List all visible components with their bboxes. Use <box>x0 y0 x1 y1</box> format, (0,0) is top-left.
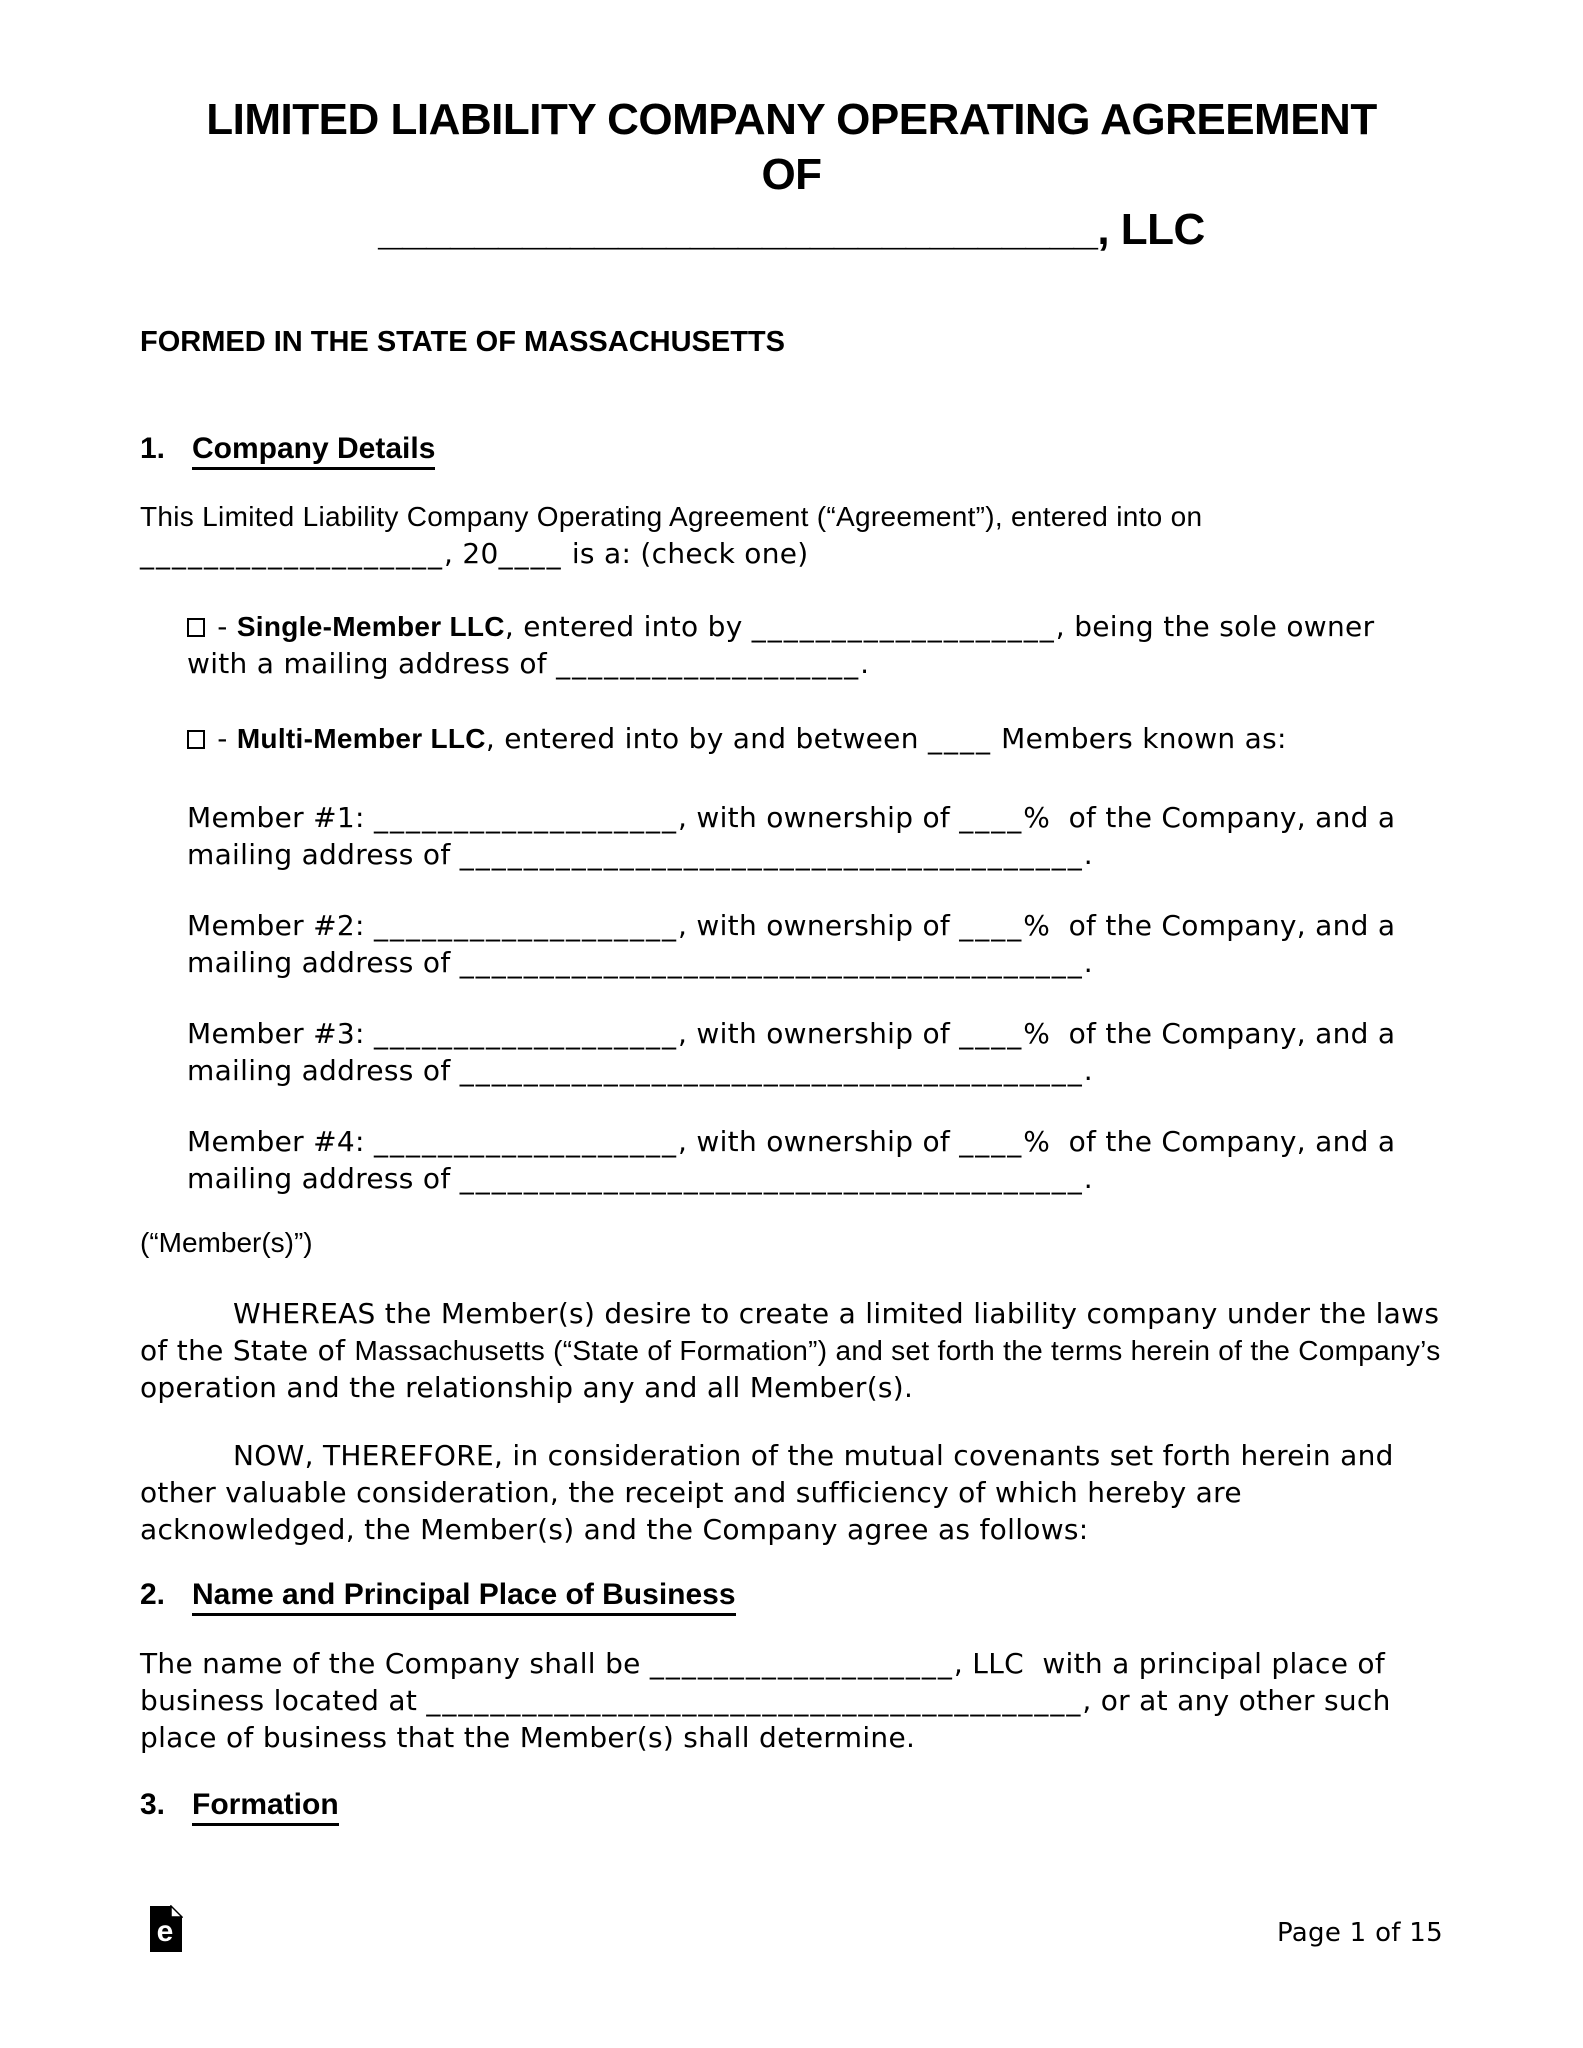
member-row-4 <box>187 1123 1443 1197</box>
member-2-text-3: . <box>1083 946 1093 979</box>
title-blank-line <box>0 202 1583 257</box>
formed-in-state-heading: FORMED IN THE STATE OF MASSACHUSETTS <box>140 326 785 358</box>
eforms-logo-icon <box>149 1905 183 1953</box>
member-2-label: Member #2: <box>187 909 374 942</box>
member-4-text-2: % of the Company, and a mailing address of <box>187 1125 1396 1195</box>
intro-paragraph <box>140 498 1443 572</box>
member-3-name-blank: ___________________ <box>373 1017 678 1050</box>
company-name-blank-2: ___________________ <box>649 1647 954 1680</box>
multi-member-text-1: , entered into by and between <box>485 722 928 755</box>
single-member-name-blank: ___________________ <box>751 610 1056 643</box>
member-3-text-3: . <box>1083 1054 1093 1087</box>
member-3-ownership-blank: ____ <box>959 1017 1024 1050</box>
member-1-label: Member #1: <box>187 801 374 834</box>
member-1-text-3: . <box>1083 838 1093 871</box>
single-member-text-2: , being the sole owner with a mailing address of <box>187 610 1375 680</box>
member-1-name-blank: ___________________ <box>373 801 678 834</box>
single-member-option <box>187 608 1443 682</box>
member-4-text-1: , with ownership of <box>677 1125 960 1158</box>
member-4-ownership-blank: ____ <box>959 1125 1024 1158</box>
page-title <box>0 92 1583 257</box>
whereas-lead: WHEREAS the Member(s) desire to create a limited liability company under the laws of the State of <box>140 1297 1440 1367</box>
intro-tail: is a: (check one) <box>562 537 809 570</box>
option-dash: - <box>217 610 237 643</box>
section-3-heading <box>140 1788 1443 1822</box>
whereas-state-span: Massachusetts (“State of Formation”) and set forth the terms herein of the Company’s <box>354 1335 1441 1366</box>
member-1-text-2: % of the Company, and a mailing address of <box>187 801 1396 871</box>
section-2-text-2: , LLC with a principal place of business located at <box>140 1647 1386 1717</box>
member-4-address-blank: _______________________________________ <box>459 1162 1084 1195</box>
section-2-number: 2. <box>140 1578 166 1611</box>
section-2-heading <box>140 1578 1443 1612</box>
multi-member-text-2: Members known as: <box>991 722 1287 755</box>
section-3-number: 3. <box>140 1788 166 1821</box>
member-3-address-blank: _______________________________________ <box>459 1054 1084 1087</box>
single-member-text-3: . <box>860 647 870 680</box>
multi-member-option <box>187 720 1443 757</box>
member-row-1 <box>187 799 1443 873</box>
section-2-paragraph <box>140 1645 1443 1756</box>
section-3-title: Formation <box>192 1788 339 1826</box>
member-row-3 <box>187 1015 1443 1089</box>
multi-member-label: Multi-Member LLC <box>236 723 486 754</box>
svg-text:e: e <box>156 1915 174 1948</box>
member-2-text-1: , with ownership of <box>677 909 960 942</box>
title-llc-suffix: , LLC <box>1097 205 1205 254</box>
multi-member-checkbox-icon[interactable] <box>187 730 205 749</box>
member-4-text-3: . <box>1083 1162 1093 1195</box>
member-1-text-1: , with ownership of <box>677 801 960 834</box>
section-2-text-1: The name of the Company shall be <box>140 1647 650 1680</box>
member-2-address-blank: _______________________________________ <box>459 946 1084 979</box>
member-1-ownership-blank: ____ <box>959 801 1024 834</box>
intro-lead: This Limited Liability Company Operating Agreement (“Agreement”), entered into on <box>140 501 1203 532</box>
section-1-title: Company Details <box>192 432 435 470</box>
member-3-label: Member #3: <box>187 1017 374 1050</box>
section-1-heading <box>140 432 1443 466</box>
member-row-2 <box>187 907 1443 981</box>
business-address-blank: _________________________________________ <box>426 1684 1083 1717</box>
page-number: Page 1 of 15 <box>1276 1918 1443 1948</box>
section-2-title: Name and Principal Place of Business <box>192 1578 736 1616</box>
date-blank: ___________________ <box>140 537 444 570</box>
intro-mid: , 20 <box>444 537 499 570</box>
single-member-label: Single-Member LLC <box>236 611 505 642</box>
member-4-name-blank: ___________________ <box>373 1125 678 1158</box>
section-1-number: 1. <box>140 432 166 465</box>
whereas-tail: operation and the relationship any and all Member(s). <box>140 1371 914 1404</box>
year-blank: ____ <box>498 537 563 570</box>
member-2-text-2: % of the Company, and a mailing address of <box>187 909 1396 979</box>
option-dash: - <box>217 722 237 755</box>
title-line-1: LIMITED LIABILITY COMPANY OPERATING AGREEMENT <box>206 95 1377 144</box>
members-label: (“Member(s)”) <box>140 1227 313 1258</box>
member-count-blank: ____ <box>927 722 992 755</box>
member-4-label: Member #4: <box>187 1125 374 1158</box>
single-member-address-blank: ___________________ <box>556 647 861 680</box>
single-member-checkbox-icon[interactable] <box>187 618 205 637</box>
member-3-text-2: % of the Company, and a mailing address of <box>187 1017 1396 1087</box>
member-1-address-blank: _______________________________________ <box>459 838 1084 871</box>
member-2-ownership-blank: ____ <box>959 909 1024 942</box>
whereas-paragraph <box>140 1295 1443 1406</box>
member-3-text-1: , with ownership of <box>677 1017 960 1050</box>
section-2-text-3: , or at any other such place of business that the Member(s) shall determine. <box>140 1684 1391 1754</box>
member-2-name-blank: ___________________ <box>373 909 678 942</box>
therefore-paragraph: NOW, THEREFORE, in consideration of the mutual covenants set forth herein and other valuable consideration, the receipt and sufficiency of which hereby are acknowledged, the Member(s) and the Company agree as follows: <box>140 1439 1394 1546</box>
single-member-text-1: , entered into by <box>504 610 752 643</box>
company-name-blank: ______________________________ <box>378 205 1098 254</box>
title-line-2: OF <box>761 150 822 199</box>
